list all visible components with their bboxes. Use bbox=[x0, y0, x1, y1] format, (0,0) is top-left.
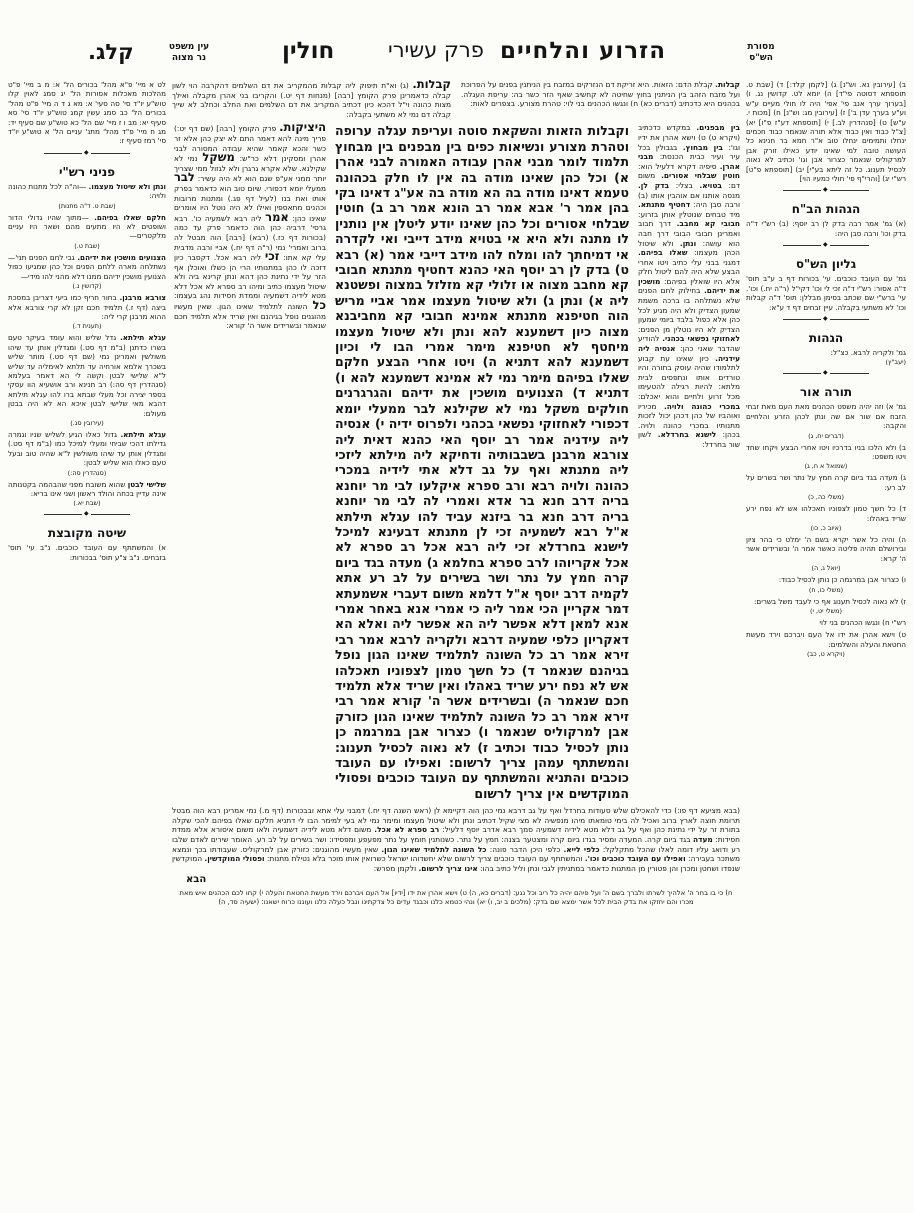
rashi-text: ולא שיטול הכהן מעצמו: bbox=[638, 238, 740, 258]
masoret-hashas-header bbox=[733, 42, 789, 63]
commentary-dibbur: רב ספרא לא אכל. bbox=[374, 825, 440, 835]
ein-mishpat-header bbox=[156, 42, 222, 63]
torah-or-footnote-verses: ח) כי בו בחר ה' אלהיך לשרתו ולברך בשם ה' ועל פיהם יהיה כל ריב וכל נגע: (דברים כא, ה) ט) וישא אהרן את ידו [ידיו] אל העם ויברכם וירד מעשת החטאת והעלה י) קחו לכם הכהנים איש מאת מכרו והם יחזקו את בדק הבית לכל אשר ימצא שם בדק: (מלכים ב יב, ו) יא) ונהי כטמא כלנו וכבגד עדים כל צדקתינו ונבל כעלה כלנו ועוננו כרוח ישאנו: (ישעיה סד, ה) bbox=[179, 889, 733, 907]
top-commentary-band bbox=[172, 80, 740, 119]
commentary-text: (בבא מציעא דף פו:) כדי להאכילם שלש סעודות בחרדל ואף על גב דרבא נמי כהן הוה דקיימא לן (ראש השנה דף יח.) דמבני עלי אתא ובבכורות (דף מ.) נמי אמרינן רבא הוה מבטל תרומת חוצה לארץ ברוב ואכיל לה בימי טומאתו מיהו מנפשיה לא מצי שקיל דכתיב ונתן ולא שיטול מעצמו ומימר נמי לא בעי למימר הבו לי דתניא חלקם שאלו בפיהם להכי שקלה בתורת זר על ידי נתינת כהן ואף על גב דלא מטא לידיה דשמעיה סמך רבא אדרב יוסף דלעיל: bbox=[172, 806, 740, 835]
commentary-dibbur: כלפי לייא. bbox=[563, 844, 600, 854]
pninei-entry-text: גדל שליש והוא עומד בעיקר טעם בשרו כדתנן (ב"מ דף סט.) ומגדלין אותן עד שיהו משולשין ואמרינן נמי (שם דף סט.) מותר שליש בשכרך אלמא אורחיה עד תלתא לאימליה עד שליש ל"א שלישי לבטן וקשה לי הא דאמר בעלמא (סנהדרין דף סה:) רב חנינא ורב אושעיא הוו עסקי בספר יצירה וכל מעלי שבתא ברו להו עגלא תילתא דהבא מאי שלישי לבטן איכא הא לא היה בבטן מעולם: bbox=[8, 333, 166, 418]
rashi-dibbur: בין מבפנים. bbox=[696, 123, 740, 133]
torah-or-verse: רש"י ח) ונגשו הכהנים בני לוי bbox=[819, 618, 906, 627]
rashi-dibbur: חוטין שבלחי אסורים. bbox=[661, 171, 740, 181]
rashi-dibbur: דחטיף מתנתא. bbox=[638, 200, 691, 210]
pninei-entry-text: בחור חריף כמו ביעי דצריבן במסכת ביצה (דף ז.) תלמיד חכם זקן לא קרי צורבא אלא ההוא מרבנן קרי ליה: bbox=[8, 293, 166, 321]
tosafot-text: נמי לא שקילנא. שלא אקרא גרגרן ולא לגזול ממי שצריך יותר ממני אע"פ שגם הוא לא היה עשיר: bbox=[174, 154, 326, 184]
center-column bbox=[172, 80, 740, 1205]
commentary-text: ולקמן מפרש: bbox=[373, 863, 417, 873]
commentary-text: והמשתתף עם העובד כוכבים צריך לרשום שלא יחשדוהו ישראל כשרואין אותו מוכר בלא נטילת מתנות: bbox=[266, 854, 583, 864]
pninei-entry-source: (שבת יא.) bbox=[73, 499, 101, 508]
commentary-text: משום דלא מטא לידיה דשמעיה ולאו משום איסורא אלא ממדת חסידות: bbox=[172, 825, 740, 845]
rashi-top-block bbox=[461, 80, 740, 119]
tosafot-dibbur: היציקות. bbox=[279, 120, 326, 135]
verse-source: (משלי יט, י) bbox=[809, 607, 842, 615]
torah-or-title: תורה אור bbox=[799, 385, 853, 400]
section-divider bbox=[44, 153, 130, 159]
tosafot-dibbur: לבר bbox=[174, 170, 195, 185]
gemara-text: וקבלות הזאות והשקאת סוטה ועריפת עגלה ערופה וטהרת מצורע ונשיאות כפים בין מבפנים בין מבחוץ תלמוד לומר מבני אהרן עבודה האמורה לבני אהרן א) וכל כהן שאינו מודה בה אין לו חלק בכהונה טעמא דאינו מודה בה הא מודה בה אע"ג דאינו בקי בהן אמר ר' אבא אמר רב הונא אמר רב ב) חוטין שבלחי אסורים וכל כהן שאינו יודע ליטלן אין נותנין לו מתנה ולא היא אי בטויא מידב דייבי ואי לקדרה אי דמיחתך להו ומלח להו מידב דייבי אמר (א) רבא ט) בדק לן רב יוסף האי כהנא דחטיף מתנתא חבובי קא מחבב מצוה או זלולי קא מזלזל במצוה ופשטנא ליה א) ונתן ג) ולא שיטול מעצמו אמר אביי מריש הוה חטיפנא מתנתא אמינא חבובי קא מחביבנא מצוה כיון דשמענא להא ונתן ולא שיטול מעצמו מיחטף לא חטיפנא מימר אמרי הבו לי וכיון דשמענא להא דתניא ה) ויטו אחרי הבצע חלקם שאלו בפיהם מימר נמי לא אמינא דשמענא להא ו) דתניא ד) הצנועים מושכין את ידיהם והגרגרנים חולקים משקל נמי לא שקילנא לבר ממעלי יומא דכפורי לאחזוקי נפשאי בכהני ולפרוס ידיה י) אנסיה ליה עידניה אמר רב יוסף האי כהנא דאית ליה צורבא מרבנן בשבבותיה ודחיקא ליה מילתא ליזכי ליה מתנתא ואף על גב דלא אתי לידיה במכרי כהונה ולויה רבא ורב ספרא איקלעו לבי מר יוחנא בריה דרב חנא בר אדא ואמרי לה לבי מר יוחנא בריה דרב חנא בר ביזנא עביד להו עגלא תילתא א"ל רבא לשמעיה זכי לן מתנתא דבעינא למיכל לישנא בחרדלא זכי ליה רבא אכל רב ספרא לא אכל אקריוהו לרב ספרא בחלמא ג) מעדה בגד ביום קרה חמץ על נתר ושר בשירים על לב רע אתא לקמיה דרב יוסף א"ל דלמא משום דעברי אשמעתא דמר אקריין הכי אמר ליה כי אמרי אנא באחר אמרי אנא למאן דלא אפשר ליה הא אפשר ליה ואלא הא דאקריון כלפי שמעיה דרבא ולקריה לרבא אמר רבי זירא אמר רב כל השונה לתלמיד שאינו הגון נופל בגיהנם שנאמר ד) כל חשך טמון לצפוניו תאכלהו אש לא נפח ירע שריד באהלו ואין שריד אלא תלמיד חכם שנאמר ה) ובשרידים אשר ה' קורא אמר רבי זירא אמר רב כל השונה לתלמיד שאינו הגון כזורק אבן למרקוליס שנאמר ו) כצרור אבן במרגמה כן נותן לכסיל כבוד וכתיב ז) לא נאוה לכסיל תענוג: והמשתתף עמהן צריך לרשום: ואפילו עם העובד כוכבים והתניא והמשתתף עם העובד כוכבים ופסולי המוקדשים אין צריך לרשום bbox=[335, 123, 629, 801]
rashi-dibbur: קבלות. bbox=[715, 80, 740, 89]
commentary-dibbur: כל השונה לתלמיד שאינו הגון. bbox=[381, 844, 487, 854]
hagahot-habach-notes: (א) גמ' אמר רבה בדק לן רב יוסף: (ב) רש"י ד"ה בדק וכו' ורבה סבן היה: bbox=[746, 219, 906, 238]
ein-mishpat-notes: לט א מיי' פ"א מהל' בכורים הל' א: מ ב מיי' פ"ט מהלכות מאכלות אסורות הל' יג סמג לאוין קלו טוש"ע יו"ד סי' סה סעי' א: מא ג ד ה מיי' פ"ט מהל' בכורים הל' כב סמג עשין קמג טוש"ע יו"ד סי' סא סעיף יא: מב ו ז מיי' שם הל' כא טוש"ע שם סעיף יד: מג ח מיי' פ"ד מהל' מתנ' עניים הל' א טוש"ע יו"ד סי' רמז סעיף ז: bbox=[8, 80, 166, 146]
torah-or-verse: ג) מעדה בגד ביום קרה חמץ על נתר ושר בשרים על לב רע: bbox=[746, 473, 906, 492]
tractate-title: חולין bbox=[282, 38, 335, 64]
verse-source: (משלי כה, כ) bbox=[808, 493, 844, 502]
commentary-text: בגד ביום קרה. המעדה ומסיר בגדו ביום קרה ומצטער בצנה: חמץ על נתר. כשנותנין חומץ על נתר מפעפע ומפסידו: ושר בשירים על לב רע. האומר שירים לאדם שלבו רע ודואג עליו דומה לאלו שהכל מתקלקל: bbox=[172, 835, 740, 854]
verse-source: (שמואל א ח, ג) bbox=[804, 462, 848, 471]
rashi-dibbur: מבני אהרן. bbox=[638, 152, 740, 171]
hagahot-habach-title: הגהות הב"ח bbox=[791, 202, 861, 217]
commentary-dibbur: מעדה bbox=[693, 835, 713, 845]
pninei-entry-source: (קדושין נ.) bbox=[72, 282, 102, 291]
tosafot-text: ליה רבא אכל. דקסבר כיון דזכה לו כהן במתנותיו הרי הן כשלו ואוכלן אף הזר על ידי נתינת כהן דהא ונתן קרינא ביה ולא שיטול מעצמו כתיב ומיהו רב ספרא לא אכל דלא מטא לידיה דשמעיה וממדת חסידות נהג בעצמו: bbox=[174, 253, 326, 301]
gilyon-hashas-notes: גמ' עם העובד כוכבים. עי' בכורות דף ב ע"ב תוס' ד"ה אסור: רש"י ד"ה זכי לי וכו' דקי"ל (ר"ה יח.) וכו'. עי' ברש"י שם שכתב בסימן מבללן: תוס' ד"ה קבלות וכו' לא משתעי בקבלה. עיין זבחים דף ד ע"א: bbox=[746, 274, 906, 312]
pninei-entry-head: חלקם שאלו בפיהם. bbox=[94, 212, 166, 222]
shita-mekubetzet-title: שיטה מקובצת bbox=[47, 526, 127, 541]
shita-mekubetzet-notes: א) והמשתתף עם העובד כוכבים. נ"ב עי' תוס' בזבחים. נ"ב צ"ע תוס' בבכורות: bbox=[8, 543, 166, 562]
rashi-text: לשון שור בחרדל: bbox=[638, 430, 740, 449]
commentary-text: המוקדשין שנפדו ושחטן ומכרן והן פטורין מן המתנות כדאמר במתניתין לגבי ונתן וליל כתיב בהו: bbox=[172, 854, 740, 873]
rashi-dibbur: לישנא בחרדלא. bbox=[657, 430, 717, 440]
bottom-commentary-block bbox=[172, 806, 740, 873]
rashi-dibbur: שאלו בפיהם. bbox=[638, 248, 688, 258]
rashi-dibbur: חבובי קא מחבב. bbox=[676, 219, 740, 229]
pninei-entry-text: גבי לחם הפנים תני'— נשתלחה מארה ללחם הפנים וכל כהן שמגיעו כפול הצנועין מושכין ידיהם ממנו דלא מהני להו מידי— bbox=[8, 252, 166, 281]
torah-or-verse: גמ' א) וזה יהיה משפט הכהנים מאת העם מאת זבחי הזבח אם שור אם שה ונתן לכהן הזרע והלחיים והקבה: bbox=[746, 402, 906, 431]
rashi-text: משום דם: bbox=[638, 171, 740, 190]
masoret-hashas-header-line2: הש"ס bbox=[749, 52, 773, 63]
tosafot-text: ממעלי יומא דכפורי. שיום טוב הוא כדאמר בפרק אותו ואת בנו (לעיל דף פג.) ומתנות מרובות וכהנים מתאספין ואילו לא היה נוטל היו אומרים שאינו כהן: bbox=[174, 183, 326, 223]
pninei-entry-head: ונתן ולא שיטול מעצמו. bbox=[88, 181, 166, 191]
pninei-entry-head: הצנועים מושכין את ידיהם. bbox=[77, 252, 166, 262]
rashi-dibbur: לאחזוקי נפשאי בכהני. bbox=[662, 334, 740, 344]
tosafot-top-block bbox=[172, 80, 451, 119]
tosafot-text: ליה רבא לשמעיה כו'. רבא גרסי' דרביה כהן הוה כדאמר פרק עד כמה (בכורות דף כז.) (רבא) [רבה] הוה מבטל לה ברוב ואמרי' נמי (ר"ה דף יח.) אביי ורבה מדבית עלי קא אתו: bbox=[174, 213, 326, 263]
rashi-dibbur: במכרי כהונה ולויה. bbox=[663, 401, 740, 411]
commentary-dibbur: אינו צריך לרשום. bbox=[418, 863, 478, 873]
rashi-commentary-column bbox=[638, 123, 740, 801]
tosafot-text: פרק הקומץ [רבה] (שם דף יט:) פריך מינה להא דאמר התם לא יצק כהן אלא זר כשר והכא קאמר שהיא עבודה המסורה לבני אהרן ומסקינן דלא כר"ש: bbox=[174, 124, 327, 164]
commentary-text: שאין מעשיו מהוגנים: כזורק אבן למרקוליס. שעבודתו בכך ונמצא משתכר בעבירה: bbox=[172, 844, 740, 864]
tosafot-dibbur: זכי bbox=[264, 249, 280, 264]
hagahot-title: הגהות bbox=[808, 330, 844, 345]
pninei-rashi-title: פניני רש"י bbox=[58, 164, 116, 179]
rashi-dibbur: ונתן. bbox=[679, 238, 697, 248]
catchword: הבא bbox=[186, 874, 207, 886]
rashi-text: בגבולין בכל עיר ועיר כבית הכנסת: bbox=[638, 142, 740, 162]
tosafot-commentary-column bbox=[174, 120, 327, 801]
verse-source: (משלי כו, ח) bbox=[808, 585, 844, 594]
rashi-text: כיון שאינו עת קבוע לתלמודו שהיה עוסק בתורה והיו טורדים אותו ונתפסים לבית מלתא: להיות רגילה להטעימו מכל זרוע ולחיים והוא יאכלם: bbox=[638, 353, 740, 401]
rashi-text: דמגני בבני עלי כתיב ויטו אחרי הבצע שלא היה להם ליטול חלק אלא היו שואלין בפיהם: bbox=[638, 257, 740, 286]
section-divider bbox=[44, 514, 130, 520]
tosafot-text: (ג) וא"ת תיפוק ליה קבלות מהמקריב את דם השלמים דהקרבה הוי לשון קבלה כדאמרינן פרק הקומץ [רבה] (מנחות דף יט.) והקריבו בני אהרן מקבלה ואילך מצות כהונה וי"ל דהכא כיון דכתיב המקריב את דם השלמים ואת החלב וכחלב לא שייך קבלה דם נמי לא משתעי בקבלה: bbox=[172, 81, 451, 119]
rashi-dibbur: בטויא. bbox=[699, 180, 722, 190]
tosafot-text: השונה לתלמיד שאינו הגון. שאין מעשיו מהוגנים נופל בגיהנם ואין שריד אלא תלמיד חכם שנאמר ובשרידים אשר ה' קורא: bbox=[174, 302, 326, 331]
section-divider bbox=[783, 373, 869, 379]
torah-or-verse: ב) ולא הלכו בניו בדרכיו ויטו אחרי הבצע ויקחו שחד ויטו משפט: bbox=[746, 442, 906, 461]
section-divider bbox=[783, 245, 869, 251]
masoret-hashas-header-line1: מסורת bbox=[747, 42, 775, 52]
verse-source: (דברים יח, ג) bbox=[808, 431, 844, 440]
right-margin-column bbox=[746, 80, 906, 1160]
pninei-entry-source: (תענית ד.) bbox=[72, 322, 102, 331]
tosafot-dibbur: קבלות. bbox=[412, 80, 451, 91]
rashi-text: סיפיה דקרא דלעיל הוא: bbox=[638, 161, 717, 171]
rashi-text: בחילוק לחם הפנים שלא נשתלחה בו ברכה משמת שמעון הצדיק ולא היה מגיע לכל כהן אלא כפול בלבד ביומי שמעון הצדיק לא היו נוטלין מן הפנים: bbox=[638, 286, 740, 334]
rashi-text: במקדש כדכתיב (ויקרא ט) ט) וישא אהרן את ידיו וגו': bbox=[638, 123, 740, 152]
chapter-number-title: פרק עשירי bbox=[388, 38, 484, 62]
rashi-text: להודיע שהדבר שאני כהן: bbox=[638, 334, 740, 354]
rashi-dibbur: אנסיה ליה עידניה. bbox=[638, 344, 740, 363]
rashi-text: קבלת הדם: הזאות. היא זריקת דם הנזרקים במזבח בין הניתנין בפנים על הפרוכת ועל מזבח הזהב בין הניתנין בחוץ שחיטה לא קחשיב שאף הזר כשר בה: עריפת העגלה. בכהנים היא כדכתיב (דברים כא) ח) ונגשו הכהנים בני לוי: טהרת מצורע. בצפרים לאות: bbox=[461, 80, 740, 109]
torah-or-verse: ד) כל חשך טמון לצפוניו תאכלהו אש לא נפח ירע שריד באהלו: bbox=[746, 504, 906, 523]
rashi-dibbur: בדק לן. bbox=[638, 180, 670, 190]
pninei-entry-text: שהוא משובח מפני שהבהמה בקטנותה אינה עדיין בכחה והולד ראשון ושני אינו בריא: bbox=[8, 479, 166, 498]
pninei-entry-source: (סנהדרין סה:) bbox=[67, 468, 107, 477]
section-divider bbox=[783, 190, 869, 196]
pninei-entry-text: —מתוך שהיו גדולי הדור ושופטים לא היו מתעים מהם ושאר היו עניים מלקטרים— bbox=[8, 212, 166, 241]
torah-or-verse: ט) וישא אהרן את ידו אל העם ויברכם וירד מעשת החטאת והעלה והשלמים: bbox=[746, 630, 906, 649]
hagahot-notes: גמ' ולקריה לרבא. כצ"ל: bbox=[830, 347, 906, 357]
masoret-hashas-notes: ב) [עירובין נא. וש"נ] ג) [לקמן קלד:] ד) [שבת ט. תוספתא דסוטה פי"ד] ה) יומא לט. קדושין נג. ו) [בערוך ערך אנב פי' אפי' היה לו חולי מעיים ע"ש וע"ע בערך עדן ב'] ז) [עירובין מג: וש"נ] ח) [מכות י. ע"ש] ט) [סנהדרין לב.] י) [תוספתא דע"ז פ"ו] יא) [צ"ל כבוד ואין כבוד אלא תורה שנאמר כבוד חכמים ינחלו ותמימים ינחלו טוב א"ר חמא בר חנינא כל העושה טובה למי שאינו יודע כאילו זורק אבן למרקוליס שנאמר כצרור אבן וגו' וכתיב לא נאוה לכסיל תענוג. כל זה ליתא בע"י] יב) [תוספתא פ"ט] רש"י יג) [והרי"ף פי' חולי כמעיו הוי] bbox=[746, 80, 906, 184]
chapter-name-title: הזרוע והלחיים bbox=[500, 38, 667, 64]
rashi-text: מכיריו ואוהביו של כהן דכהן יכול לזכות מתנותיו במכרי כהונה ולויה. בכהן: bbox=[638, 401, 740, 440]
tosafot-dibbur: אמר bbox=[265, 209, 289, 224]
left-margin-column bbox=[8, 80, 166, 1160]
ein-mishpat-header-line2: נר מצוה bbox=[171, 52, 207, 63]
ein-mishpat-header-line1: עין משפט bbox=[168, 42, 210, 52]
rashi-text: מנסה אותנו אם אוהבין אותו (ב) ורבה סבן היה: bbox=[638, 190, 740, 210]
verse-source: (ויקרא ט, כב) bbox=[807, 650, 845, 659]
torah-or-verse: ו) כצרור אבן במרגמה כן נותן לכסיל כבוד: bbox=[778, 575, 906, 585]
torah-or-verse: ה) והיה כל אשר יקרא בשם ה' ימלט כי בהר ציון ובירושלם תהיה פליטה כאשר אמר ה' ובשרידים אשר ה' קרא: bbox=[746, 534, 906, 563]
commentary-text: כלפי היכן הדבר פונה: bbox=[489, 844, 561, 854]
gilyon-hashas-title: גליון הש"ס bbox=[795, 257, 857, 272]
pninei-entry-head: עגלא תילתא. bbox=[120, 429, 166, 439]
rashi-dibbur: מושכין את ידיהם. bbox=[638, 276, 740, 296]
torah-or-verse: ז) לא נאוה לכסיל תענוג אף כי לעבד משל בשרים: bbox=[754, 596, 906, 606]
pninei-entry-text: —וה"ה לכל מתנות כהונה ולויה: bbox=[8, 181, 166, 201]
pninei-entry-head: שלישי לבטן bbox=[127, 479, 166, 489]
pninei-entry-text: גדול כאלו הגיע לשליש שניו וגמרה גדילתו דהכי שביחי ומעלי למיכל כמו (ב"מ דף סט.) ומגדלין אותן עד שיהו משולשין ל"א שהיה טוב ובעל טעם כאלו הוא שליש לבטן: bbox=[8, 429, 166, 468]
verse-source: (יואל ג, ה) bbox=[811, 564, 841, 573]
pninei-entry-head: עגלא תילתא. bbox=[120, 333, 166, 343]
tosafot-dibbur: משקל bbox=[202, 150, 235, 165]
section-divider bbox=[783, 319, 869, 325]
pninei-entry-source: (שבת ט.) bbox=[74, 241, 100, 250]
rashi-dibbur: בין מבחוץ. bbox=[682, 142, 723, 152]
commentary-dibbur: ואפילו עם העובד כוכבים וכו'. bbox=[584, 854, 686, 864]
pninei-entry-source: (עירובין סג.) bbox=[70, 418, 104, 427]
pninei-entry-head: צורבא מרבנן. bbox=[119, 293, 166, 303]
hagahot-signature: (יעב"ץ) bbox=[885, 358, 906, 367]
verse-source: (איוב כ, כו) bbox=[810, 523, 842, 532]
rashi-text: בצלי: bbox=[675, 180, 693, 190]
rashi-text: מיד טבחים שנוטלין אותן בזרוע: bbox=[638, 209, 740, 219]
commentary-dibbur: ופסולי המוקדשין. bbox=[204, 854, 265, 864]
tosafot-dibbur: כל bbox=[312, 298, 326, 313]
daf-number: קלג. bbox=[88, 40, 134, 64]
rashi-text: דרך חבוב ואמרינן חבובי הבובי דרך חבה הוא עושה: bbox=[638, 219, 740, 248]
main-text-band bbox=[172, 120, 740, 801]
pninei-entry-source: (שבת ט. ד"ה מתנות) bbox=[58, 201, 116, 210]
